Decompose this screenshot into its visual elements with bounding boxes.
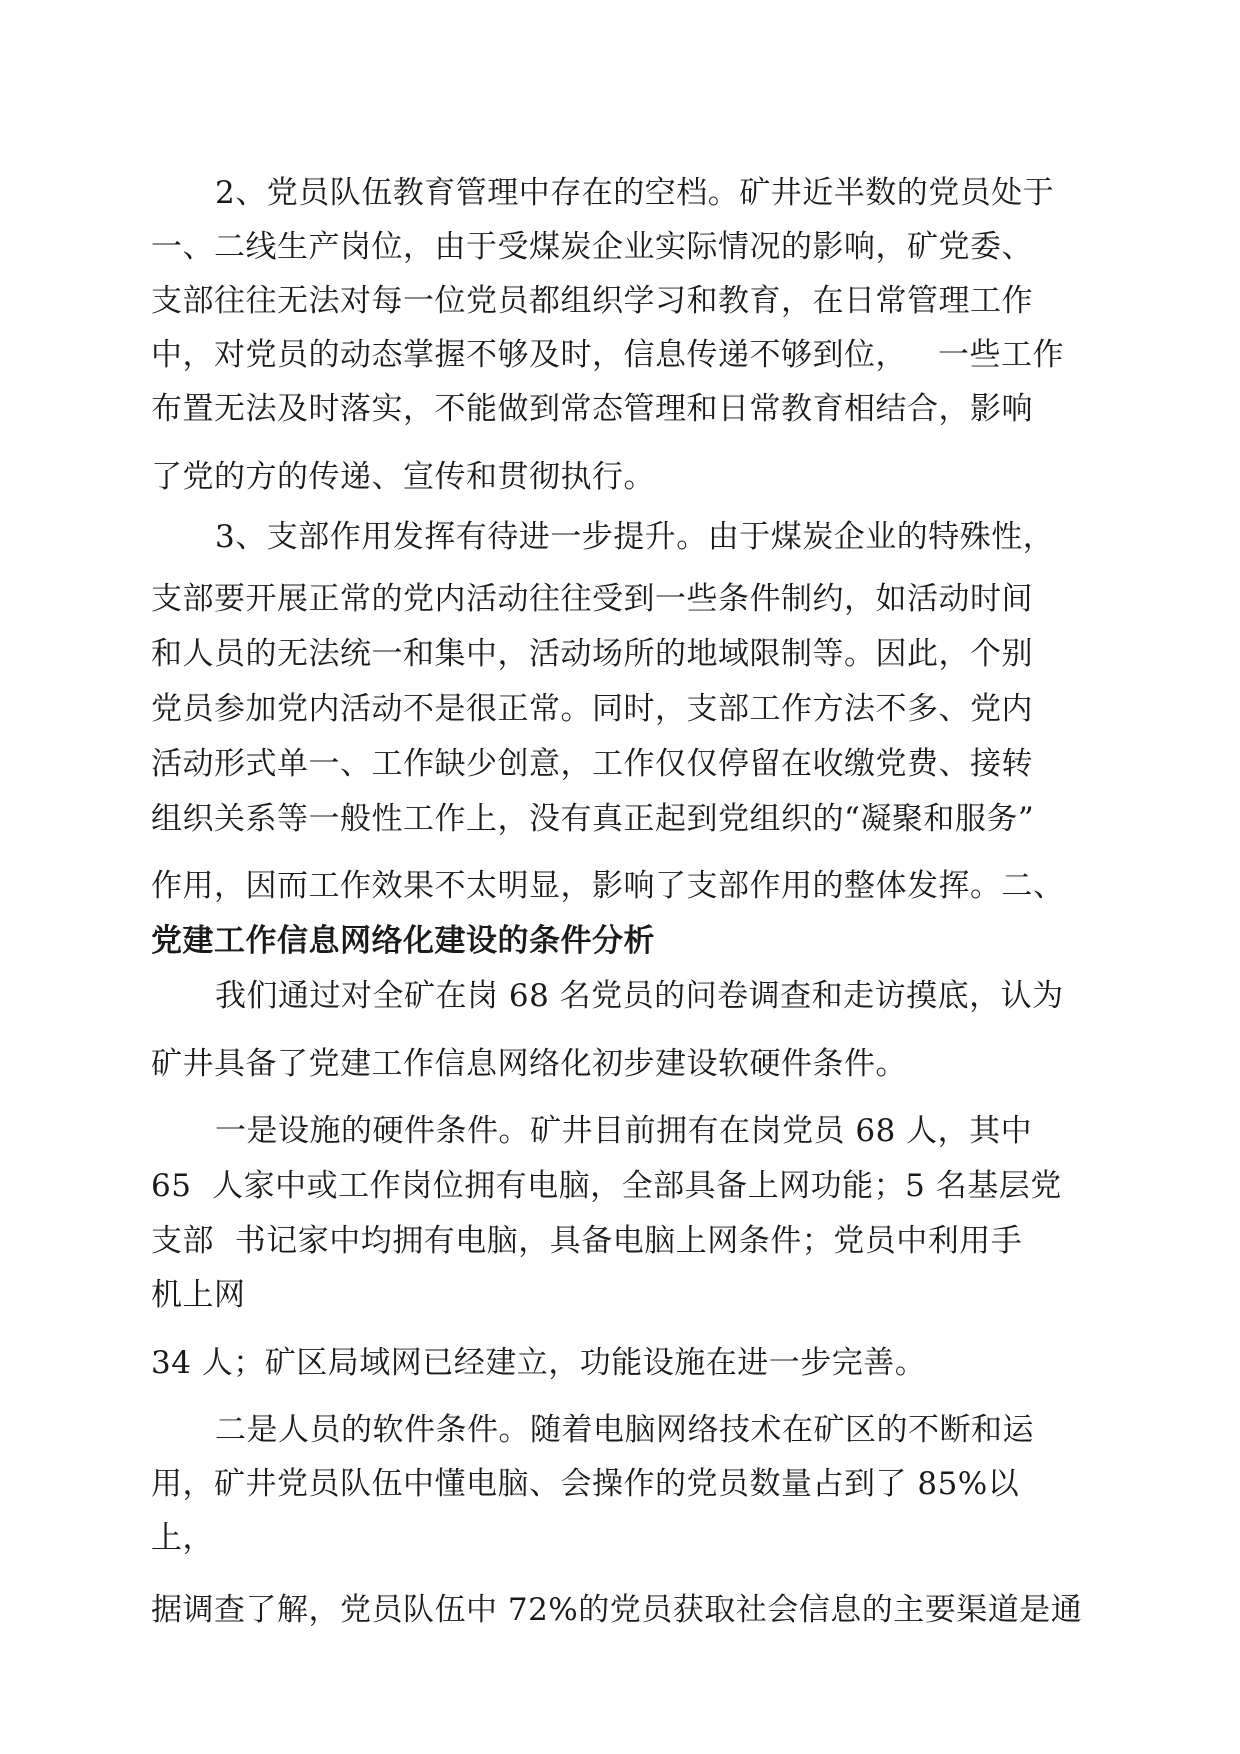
- paragraph-line: 上，: [151, 1520, 214, 1556]
- paragraph-line: 党员参加党内活动不是很正常。同时，支部工作方法不多、党内: [151, 691, 1033, 727]
- paragraph-line: 34 人；矿区局域网已经建立，功能设施在进一步完善。: [151, 1345, 927, 1381]
- paragraph-line: 了党的方的传递、宣传和贯彻执行。: [151, 459, 655, 495]
- paragraph-line: 我们通过对全矿在岗 68 名党员的问卷调查和走访摸底，认为: [215, 978, 1064, 1014]
- paragraph-line: 活动形式单一、工作缺少创意，工作仅仅停留在收缴党费、接转: [151, 746, 1033, 782]
- paragraph-line: 机上网: [151, 1277, 246, 1313]
- paragraph-line: 支部要开展正常的党内活动往往受到一些条件制约，如活动时间: [151, 581, 1033, 617]
- paragraph-line: 组织关系等一般性工作上，没有真正起到党组织的“凝聚和服务”: [151, 801, 1035, 837]
- paragraph-line: 据调查了解，党员队伍中 72%的党员获取社会信息的主要渠道是通: [151, 1592, 1083, 1628]
- paragraph-line: 3、支部作用发挥有待进一步提升。由于煤炭企业的特殊性，: [215, 519, 1055, 555]
- section-heading: 党建工作信息网络化建设的条件分析: [151, 923, 655, 959]
- paragraph-line: 和人员的无法统一和集中，活动场所的地域限制等。因此，个别: [151, 636, 1033, 672]
- paragraph-line: 矿井具备了党建工作信息网络化初步建设软硬件条件。: [151, 1046, 907, 1082]
- paragraph-line: 支部 书记家中均拥有电脑，具备电脑上网条件；党员中利用手: [151, 1223, 1023, 1259]
- paragraph-line: 一是设施的硬件条件。矿井目前拥有在岗党员 68 人，其中: [215, 1113, 1033, 1149]
- paragraph-line: 一、二线生产岗位，由于受煤炭企业实际情况的影响，矿党委、: [151, 229, 1033, 265]
- paragraph-line: 支部往往无法对每一位党员都组织学习和教育，在日常管理工作: [151, 283, 1033, 319]
- paragraph-line: 2、党员队伍教育管理中存在的空档。矿井近半数的党员处于: [215, 175, 1055, 211]
- paragraph-line: 布置无法及时落实，不能做到常态管理和日常教育相结合，影响: [151, 391, 1033, 427]
- paragraph-line: 65 人家中或工作岗位拥有电脑，全部具备上网功能；5 名基层党: [151, 1168, 1062, 1204]
- paragraph-line: 用，矿井党员队伍中懂电脑、会操作的党员数量占到了 85%以: [151, 1466, 1020, 1502]
- paragraph-line: 中，对党员的动态掌握不够及时，信息传递不够到位， 一些工作: [151, 337, 1065, 373]
- paragraph-line: 作用，因而工作效果不太明显，影响了支部作用的整体发挥。二、: [151, 868, 1065, 904]
- paragraph-line: 二是人员的软件条件。随着电脑网络技术在矿区的不断和运: [215, 1412, 1034, 1448]
